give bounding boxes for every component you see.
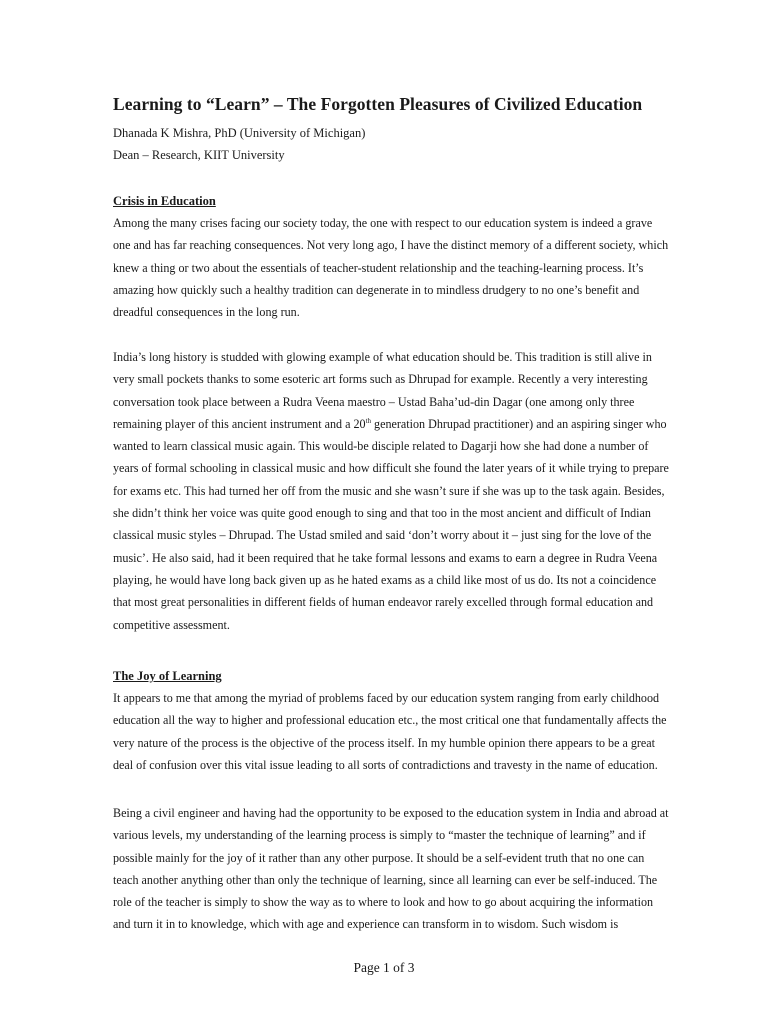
text-line: role of the teacher is simply to show the way as to where to look and how to go about acquiring the information <box>113 895 654 910</box>
text-line: one and has far reaching consequences. Not very long ago, I have the distinct memory of a different society, which <box>113 238 669 253</box>
text-line: competitive assessment. <box>113 617 230 632</box>
document-content <box>113 92 691 932</box>
document-title: Learning to “Learn” – The Forgotten Pleasures of Civilized Education <box>113 94 643 114</box>
text-fragment: remaining player of this ancient instrument and a 20 <box>113 416 366 431</box>
text-line: conversation took place between a Rudra Veena maestro – Ustad Baha’ud-din Dagar (one among only three <box>113 394 635 409</box>
text-line: teach another anything other than only the technique of learning, since all learning can ever be self-induced. The <box>113 872 658 887</box>
text-line: possible mainly for the joy of it rather than any other purpose. It should be a self-evident truth that no one can <box>113 850 645 865</box>
text-line: amazing how quickly such a healthy tradition can degenerate in to mindless drudgery to no one’s benefit and <box>113 282 640 297</box>
text-line: deal of confusion over this vital issue leading to all sorts of contradictions and travesty in the name of education. <box>113 757 658 772</box>
author-position: Dean – Research, KIIT University <box>113 148 285 162</box>
section-joy-of-learning <box>113 665 691 776</box>
text-line: music’. He also said, had it been required that he take formal lessons and exams to earn a degree in Rudra Veena <box>113 550 658 565</box>
paragraph <box>113 687 691 776</box>
paragraph <box>113 346 691 636</box>
text-line: and turn it in to knowledge, which with age and experience can transform in to wisdom. Such wisdom is <box>113 917 619 932</box>
text-line: she didn’t think her voice was quite good enough to sing and that too in the most ancient and difficult of Indian <box>113 506 651 521</box>
text-line <box>113 413 691 435</box>
section-joy-paragraph-2 <box>113 802 691 936</box>
author-line: Dhanada K Mishra, PhD (University of Michigan) <box>113 126 366 140</box>
text-line: for exams etc. This had turned her off from the music and she wasn’t sure if she was up to the task again. Besides, <box>113 483 665 498</box>
text-fragment: generation Dhrupad practitioner) and an aspiring singer who <box>371 416 667 431</box>
section-heading: The Joy of Learning <box>113 669 222 683</box>
text-line: classical music styles – Dhrupad. The Ustad smiled and said ‘don’t worry about it – just sing for the love of the <box>113 528 652 543</box>
section-crisis-in-education <box>113 190 691 323</box>
text-line: very small pockets thanks to some esoteric art forms such as Dhrupad for example. Recently a very interesting <box>113 372 648 387</box>
text-line: Among the many crises facing our society today, the one with respect to our education system is indeed a grave <box>113 216 653 230</box>
text-line: dreadful consequences in the long run. <box>113 305 300 320</box>
text-line: Being a civil engineer and having had the opportunity to be exposed to the education system in India and abroad at <box>113 806 669 820</box>
text-line: very nature of the process is the objective of the process itself. In my humble opinion there appears to be a great <box>113 735 656 750</box>
section-crisis-paragraph-2 <box>113 346 691 636</box>
paragraph <box>113 212 691 323</box>
text-line: knew a thing or two about the essentials of teacher-student relationship and the teaching-learning process. It’s <box>113 260 644 275</box>
text-line: India’s long history is studded with glowing example of what education should be. This tradition is still alive in <box>113 350 652 364</box>
page-number: Page 1 of 3 <box>353 960 415 975</box>
text-line: years of formal schooling in classical music and how difficult she found the later years of it while trying to prepare <box>113 461 669 476</box>
text-line: playing, he would have long back given up as he hated exams as a child like most of us do. Its not a coincidence <box>113 572 657 587</box>
text-line: various levels, my understanding of the learning process is simply to “master the technique of learning” and if <box>113 828 646 843</box>
paragraph <box>113 802 691 936</box>
text-line: education all the way to higher and professional education etc., the most critical one that fundamentally affects the <box>113 713 667 728</box>
text-line: wanted to learn classical music again. This would-be disciple related to Dagarji how she had done a number of <box>113 439 649 454</box>
text-line: It appears to me that among the myriad of problems faced by our education system ranging from early childhood <box>113 691 660 705</box>
text-line: that most great personalities in different fields of human endeavor rarely excelled through formal education and <box>113 595 654 610</box>
section-heading: Crisis in Education <box>113 194 216 208</box>
superscript: th <box>365 416 372 425</box>
